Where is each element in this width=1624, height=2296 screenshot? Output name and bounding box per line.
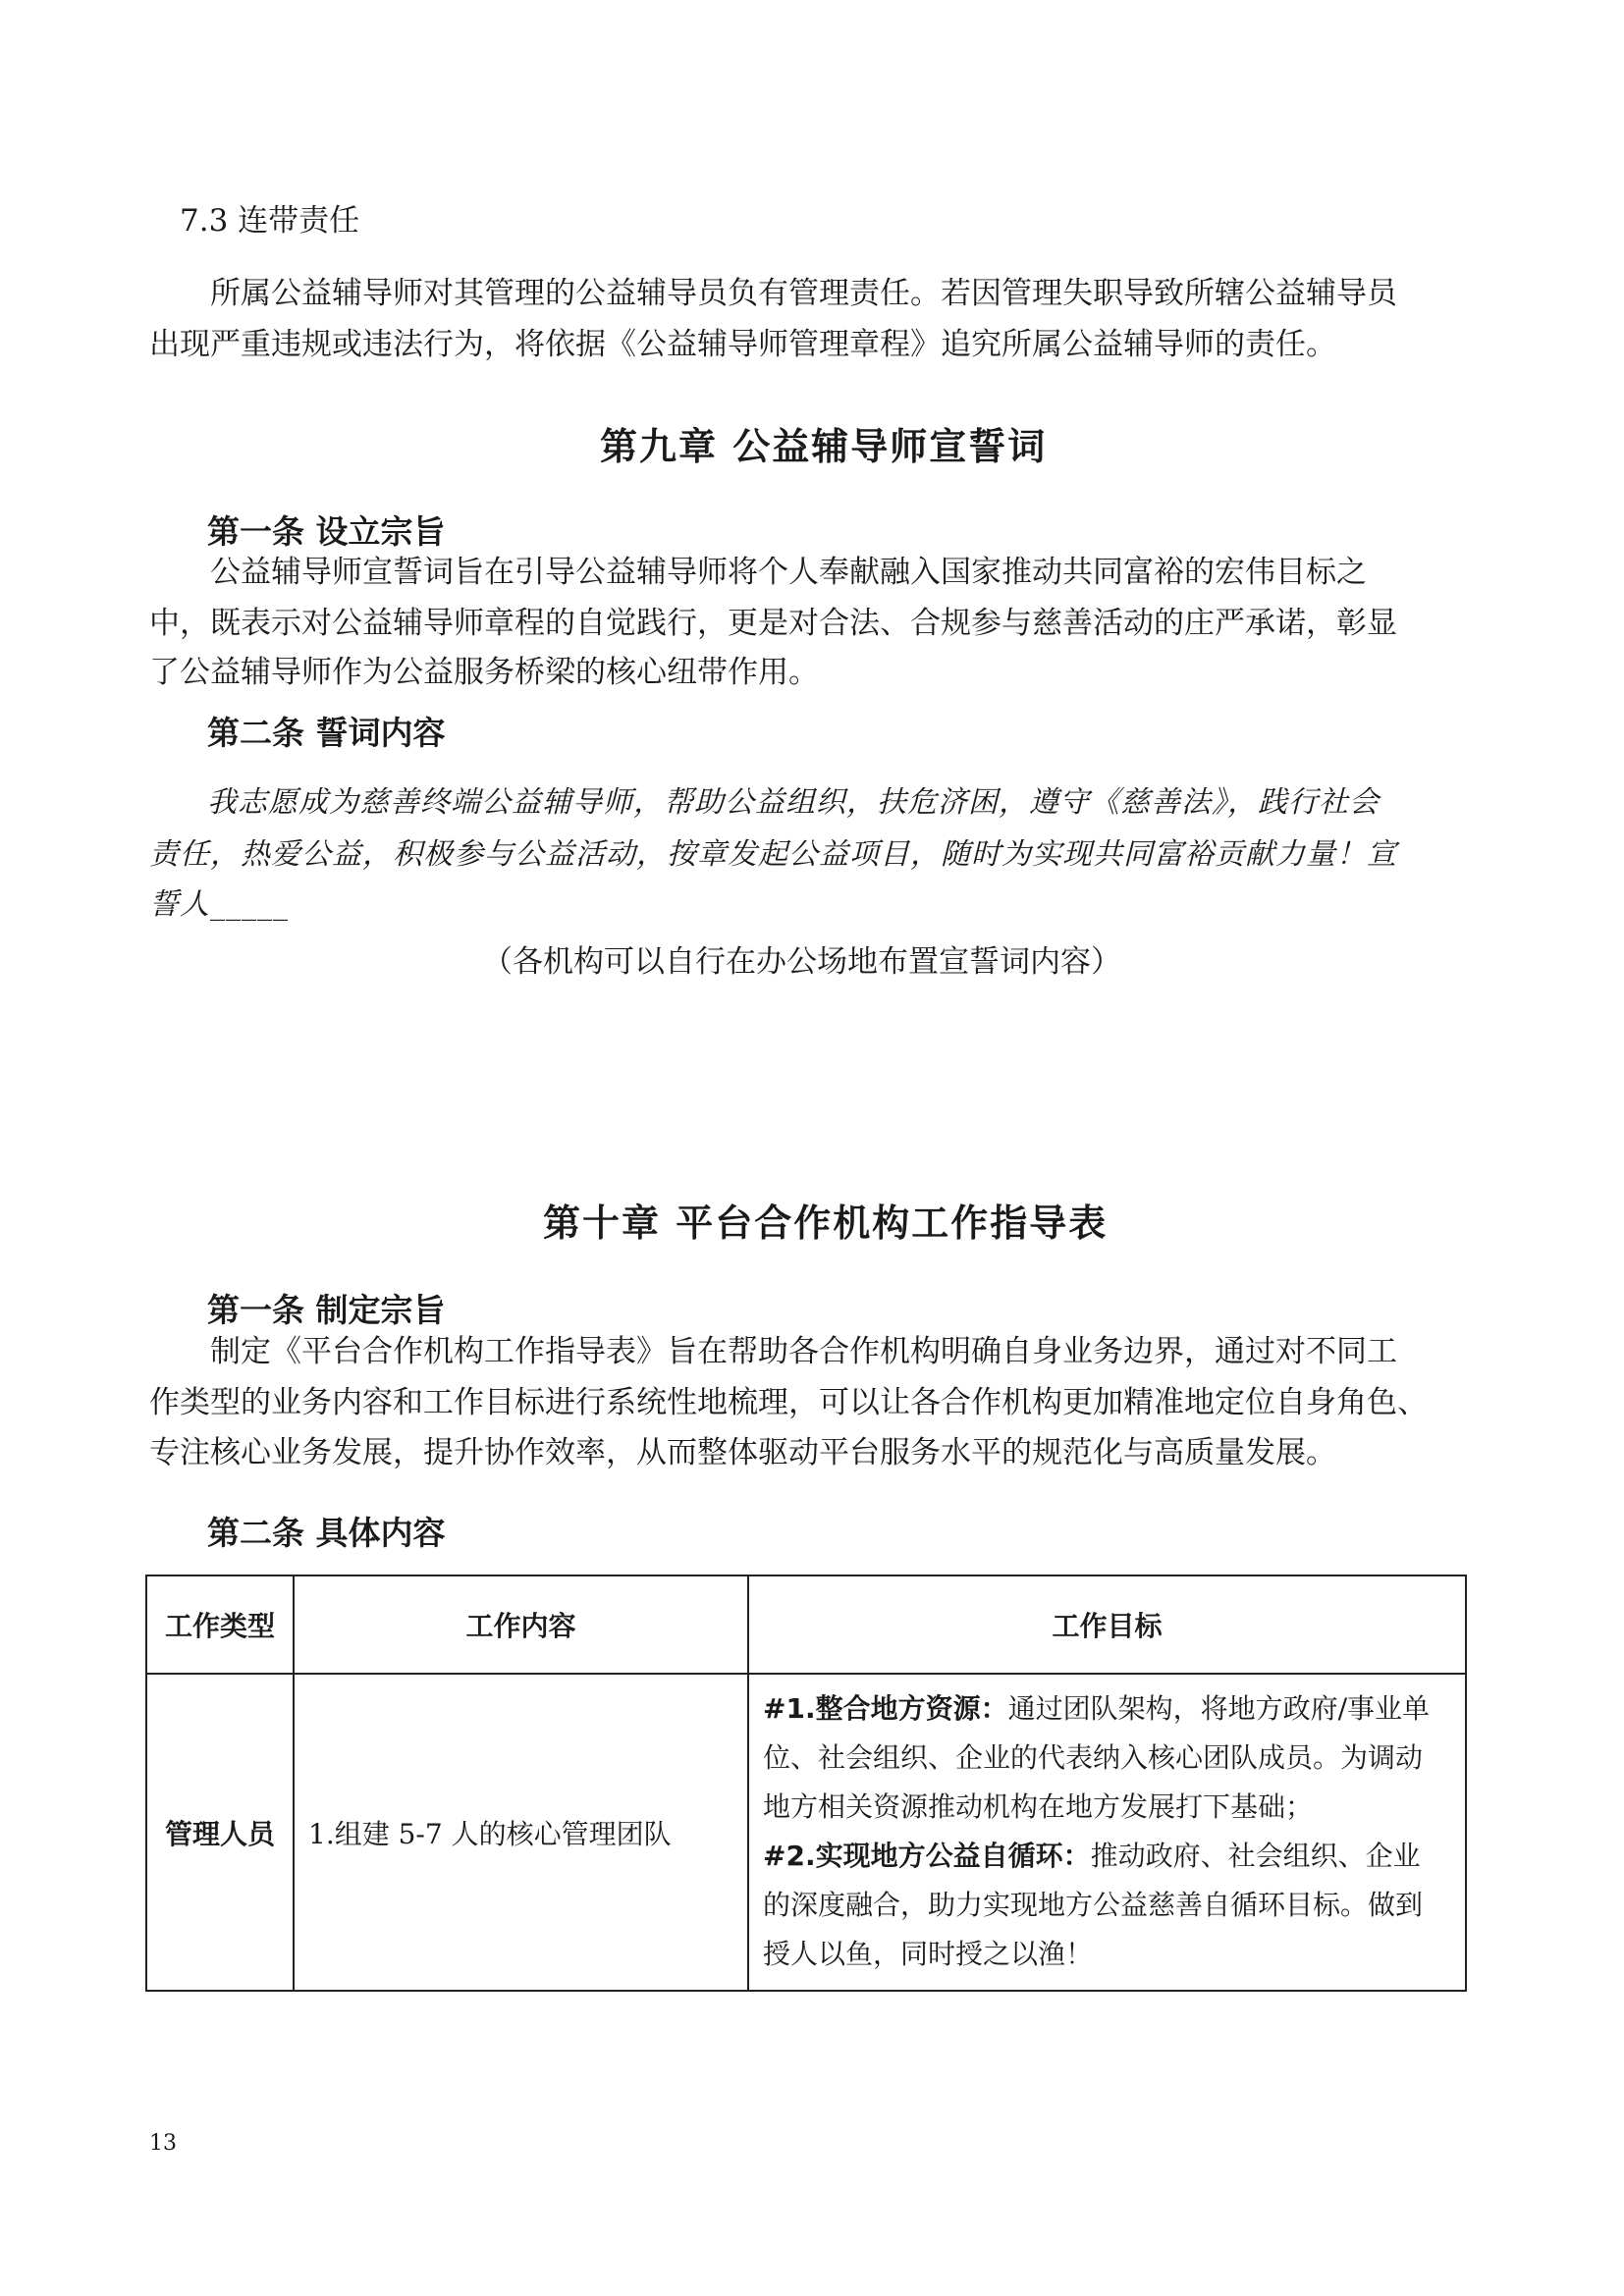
chapter-10-article-2-heading: 第二条 具体内容 — [207, 1514, 446, 1552]
goal-1-label: #1.整合地方资源： — [763, 1692, 1008, 1725]
paragraph-line: 专注核心业务发展，提升协作效率，从而整体驱动平台服务水平的规范化与高质量发展。 — [149, 1435, 1336, 1470]
column-header: 工作类型 — [146, 1575, 294, 1674]
oath-line: 誓人_____ — [149, 887, 289, 922]
paragraph-line: 中，既表示对公益辅导师章程的自觉践行，更是对合法、合规参与慈善活动的庄严承诺，彰显 — [149, 606, 1397, 641]
column-header: 工作目标 — [748, 1575, 1466, 1674]
goal-1-line — [763, 1684, 1451, 1734]
column-header: 工作内容 — [294, 1575, 748, 1674]
table-header-row — [146, 1575, 1466, 1674]
table-row — [146, 1674, 1466, 1991]
chapter-9-article-1-heading: 第一条 设立宗旨 — [207, 512, 446, 551]
work-guide-table — [145, 1575, 1467, 1992]
page-number: 13 — [149, 2131, 177, 2156]
paragraph-line: 作类型的业务内容和工作目标进行系统性地梳理，可以让各合作机构更加精准地定位自身角色、 — [149, 1385, 1428, 1420]
paragraph-line: 出现严重违规或违法行为，将依据《公益辅导师管理章程》追究所属公益辅导师的责任。 — [149, 327, 1336, 362]
oath-line: 责任，热爱公益，积极参与公益活动，按章发起公益项目，随时为实现共同富裕贡献力量！宣 — [149, 837, 1397, 872]
paragraph-line: 所属公益辅导师对其管理的公益辅导员负有管理责任。若因管理失职导致所辖公益辅导员 — [210, 276, 1397, 311]
goal-2-line: 授人以鱼，同时授之以渔！ — [763, 1938, 1094, 1970]
goal-2-line: 的深度融合，助力实现地方公益慈善自循环目标。做到 — [763, 1889, 1424, 1921]
oath-line: 我志愿成为慈善终端公益辅导师，帮助公益组织，扶危济困，遵守《慈善法》，践行社会 — [207, 785, 1380, 820]
section-7-3-title: 7.3 连带责任 — [180, 203, 360, 239]
goal-1-line: 地方相关资源推动机构在地方发展打下基础； — [763, 1790, 1314, 1823]
work-type-cell: 管理人员 — [146, 1674, 294, 1991]
oath-note: （各机构可以自行在办公场地布置宣誓词内容） — [482, 944, 1121, 980]
goal-1-text: 通过团队架构，将地方政府/事业单 — [1007, 1692, 1431, 1725]
chapter-9-title: 第九章 公益辅导师宣誓词 — [600, 425, 1048, 468]
chapter-10-title: 第十章 平台合作机构工作指导表 — [543, 1201, 1109, 1245]
chapter-10-article-1-heading: 第一条 制定宗旨 — [207, 1291, 446, 1329]
work-goal-cell — [748, 1674, 1466, 1991]
chapter-9-article-2-heading: 第二条 誓词内容 — [207, 714, 446, 752]
paragraph-line: 公益辅导师宣誓词旨在引导公益辅导师将个人奉献融入国家推动共同富裕的宏伟目标之 — [210, 555, 1367, 590]
goal-2-label: #2.实现地方公益自循环： — [763, 1840, 1091, 1872]
goal-2-text: 推动政府、社会组织、企业 — [1090, 1840, 1421, 1872]
goal-1-line: 位、社会组织、企业的代表纳入核心团队成员。为调动 — [763, 1741, 1424, 1774]
paragraph-line: 了公益辅导师作为公益服务桥梁的核心纽带作用。 — [149, 655, 819, 690]
paragraph-line: 制定《平台合作机构工作指导表》旨在帮助各合作机构明确自身业务边界，通过对不同工 — [210, 1334, 1397, 1369]
work-content-cell: 1.组建 5-7 人的核心管理团队 — [294, 1674, 748, 1991]
goal-2-line — [763, 1832, 1451, 1881]
